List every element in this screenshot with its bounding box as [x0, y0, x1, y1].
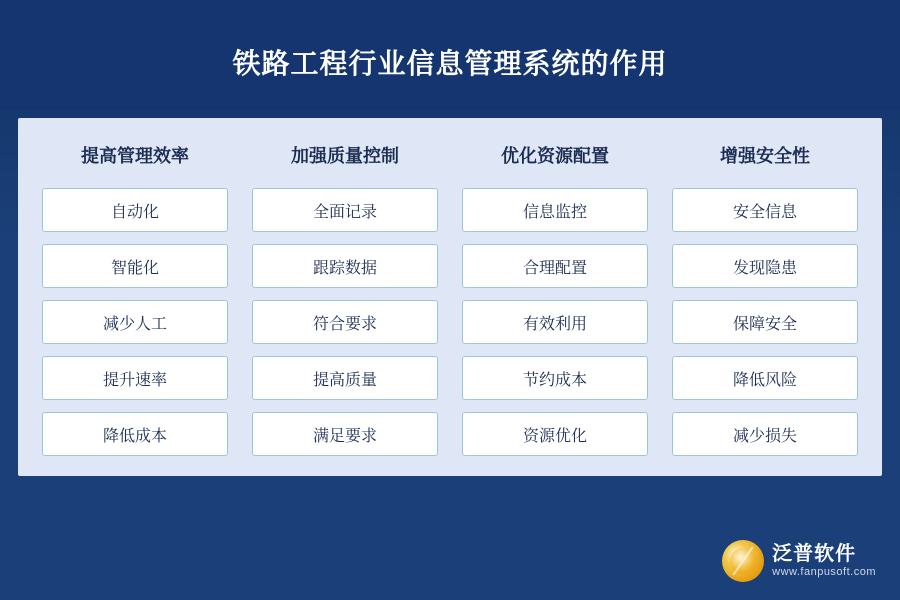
column-2-item-1: 全面记录 — [252, 188, 438, 232]
sun-logo-icon — [722, 540, 764, 582]
page-title: 铁路工程行业信息管理系统的作用 — [232, 48, 668, 79]
column-1-item-5: 降低成本 — [42, 412, 228, 456]
brand-logo — [722, 540, 876, 582]
column-1-item-3: 减少人工 — [42, 300, 228, 344]
column-2-heading: 加强质量控制 — [291, 146, 399, 166]
column-2 — [240, 134, 450, 460]
column-2-item-2: 跟踪数据 — [252, 244, 438, 288]
column-2-item-3: 符合要求 — [252, 300, 438, 344]
brand-name: 泛普软件 — [772, 543, 857, 565]
column-4-item-4: 降低风险 — [672, 356, 858, 400]
brand-url: www.fanpusoft.com — [772, 566, 876, 578]
column-1-item-2: 智能化 — [42, 244, 228, 288]
column-3 — [450, 134, 660, 460]
column-3-heading: 优化资源配置 — [501, 146, 609, 166]
column-4-item-2: 发现隐患 — [672, 244, 858, 288]
column-4-heading: 增强安全性 — [720, 146, 810, 166]
column-2-item-5: 满足要求 — [252, 412, 438, 456]
column-1-item-4: 提升速率 — [42, 356, 228, 400]
column-3-item-5: 资源优化 — [462, 412, 648, 456]
content-panel — [18, 118, 882, 476]
column-2-item-4: 提高质量 — [252, 356, 438, 400]
column-3-item-1: 信息监控 — [462, 188, 648, 232]
column-4 — [660, 134, 870, 460]
column-3-item-4: 节约成本 — [462, 356, 648, 400]
column-1 — [30, 134, 240, 460]
columns-container — [18, 118, 882, 476]
column-3-item-3: 有效利用 — [462, 300, 648, 344]
column-4-item-1: 安全信息 — [672, 188, 858, 232]
column-3-item-2: 合理配置 — [462, 244, 648, 288]
column-1-heading: 提高管理效率 — [81, 146, 189, 166]
column-4-item-5: 减少损失 — [672, 412, 858, 456]
column-1-item-1: 自动化 — [42, 188, 228, 232]
column-4-item-3: 保障安全 — [672, 300, 858, 344]
brand-logo-text — [772, 543, 876, 579]
